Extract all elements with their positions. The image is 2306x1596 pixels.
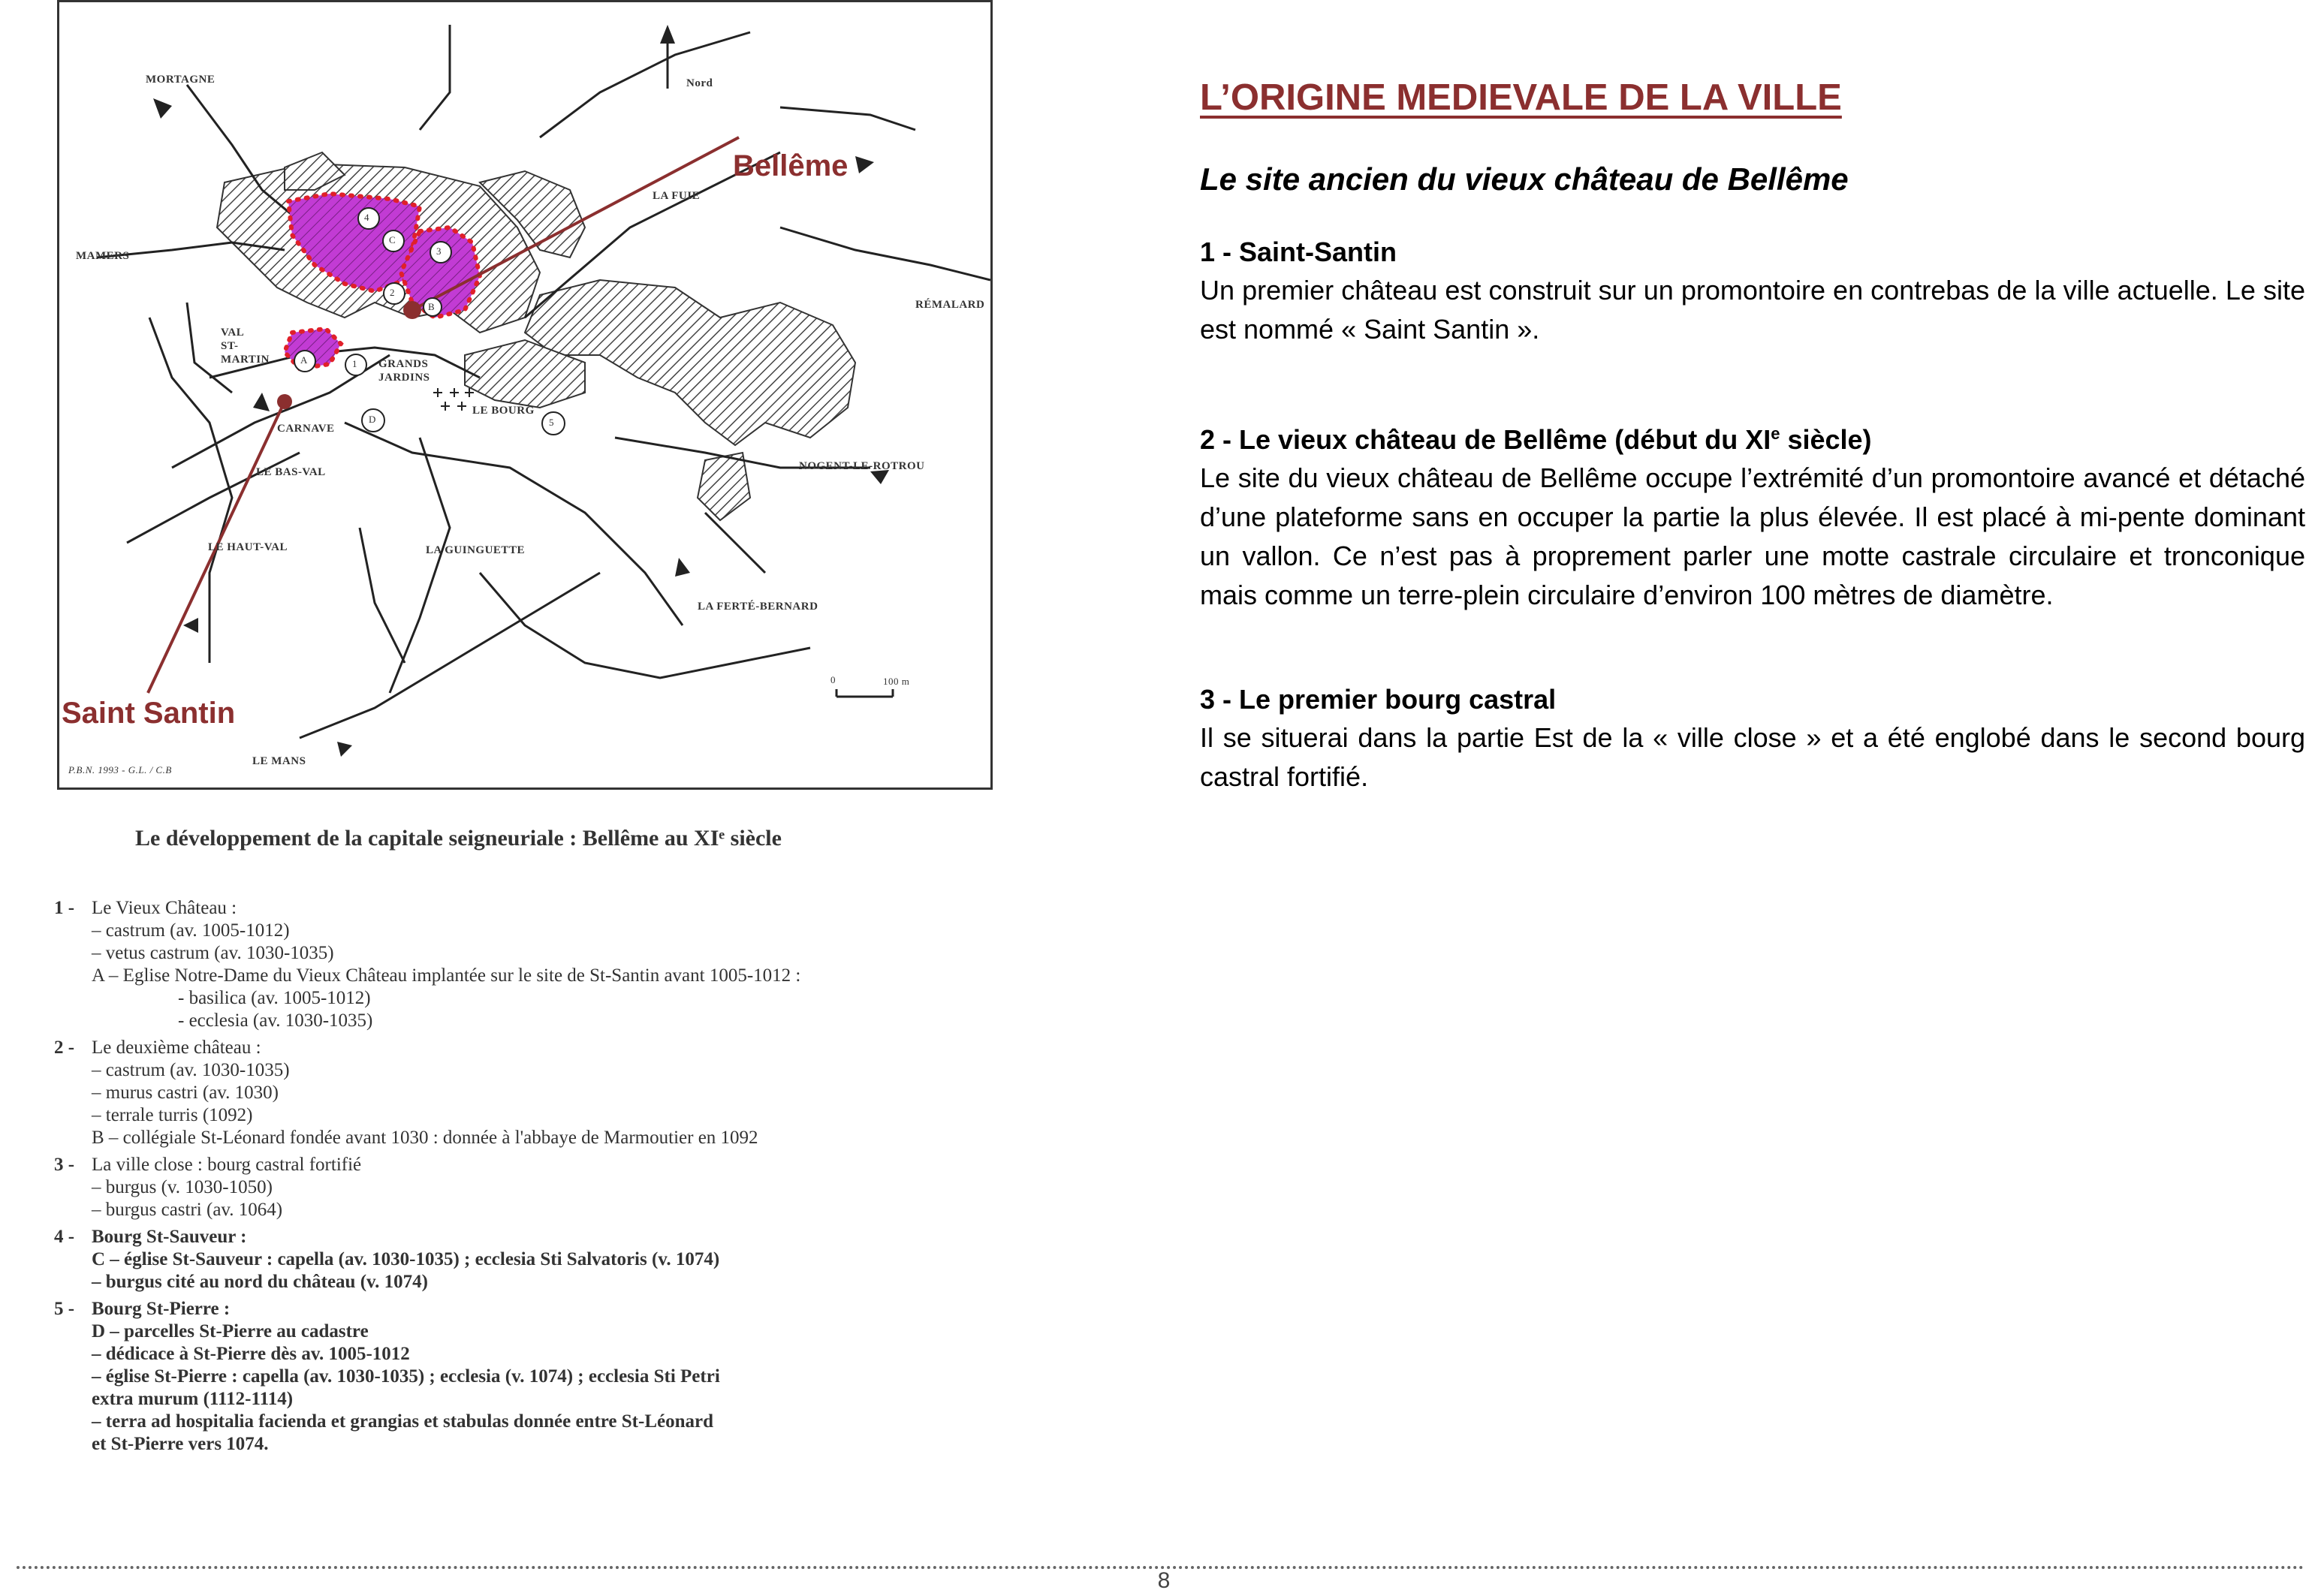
legend-line: et St-Pierre vers 1074.: [92, 1434, 269, 1454]
section-body: Un premier château est construit sur un promontoire en contrebas de la ville actuelle. Le site est nommé « Saint Santin ».: [1200, 275, 2305, 345]
legend-group: [54, 1298, 985, 1456]
map-label-grands: GRANDS: [378, 358, 429, 370]
legend-line: – terra ad hospitalia facienda et grangias et stabulas donnée entre St-Léonard: [92, 1411, 713, 1432]
section-heading: 3 - Le premier bourg castral: [1200, 684, 1557, 715]
map-scale-0: 0: [830, 674, 836, 685]
legend-line: - ecclesia (av. 1030-1035): [178, 1010, 373, 1031]
legend-group: [54, 1226, 985, 1293]
map-marker-3: 3: [436, 245, 442, 257]
map-marker-4: 4: [364, 212, 369, 223]
legend-line: – burgus castri (av. 1064): [92, 1200, 283, 1220]
map-marker-1: 1: [352, 358, 357, 369]
legend-line: – burgus (v. 1030-1050): [92, 1177, 273, 1197]
section-heading: 2 - Le vieux château de Bellême (début du XIe siècle): [1200, 424, 1872, 455]
legend-group-title: 3 - La ville close : bourg castral fortifié: [54, 1155, 362, 1175]
section-body: Le site du vieux château de Bellême occupe l’extrémité d’un promontoire avancé et détaché d’une plateforme sans en occuper la partie la plus élevée. Il est placé à mi-pente dominant un vallon. Ce n’est pas à proprement parler une motte castrale circulaire et tronconique mais comme un terre-plein circulaire d’environ 100 mètres de diamètre.: [1200, 462, 2305, 610]
section-vieux-chateau: [1200, 415, 2305, 615]
map-label-le-bas-val: LE BAS-VAL: [256, 466, 326, 478]
map-label-le-bourg: LE BOURG: [472, 405, 535, 417]
article-column: [1200, 75, 2305, 796]
legend-group-title: 2 - Le deuxième château :: [54, 1037, 261, 1058]
legend-line: D – parcelles St-Pierre au cadastre: [92, 1321, 369, 1342]
callout-belleme: Bellême: [733, 149, 849, 182]
map-label-le-mans: LE MANS: [252, 755, 306, 767]
map-label-mamers: MAMERS: [76, 250, 130, 262]
map-caption: Le développement de la capitale seigneuriale : Bellême au XIᵉ siècle: [135, 826, 782, 851]
section-premier-bourg: [1200, 681, 2305, 796]
scale-bar: [836, 689, 893, 697]
saint-santin-marker-dot: [277, 394, 292, 409]
map-marker-c: C: [389, 234, 396, 245]
map-marker-a: A: [300, 354, 308, 366]
legend-group-title: 5 - Bourg St-Pierre :: [54, 1299, 231, 1319]
legend-line: – castrum (av. 1030-1035): [92, 1060, 290, 1080]
map-label-jardins: JARDINS: [378, 372, 430, 384]
map-credit: P.B.N. 1993 - G.L. / C.B: [68, 764, 172, 775]
map-label-val: VAL: [221, 327, 245, 339]
legend-line: – église St-Pierre : capella (av. 1030-1035) ; ecclesia (v. 1074) ; ecclesia Sti Petri: [92, 1366, 720, 1387]
page-number: 8: [1157, 1568, 1171, 1593]
legend-line: – terrale turris (1092): [92, 1105, 253, 1125]
section-body: Il se situerai dans la partie Est de la « ville close » et a été englobé dans le second bourg castral fortifié.: [1200, 722, 2305, 792]
map-label-la-fuie: LA FUIE: [653, 190, 701, 202]
legend-line: – burgus cité au nord du château (v. 1074): [92, 1272, 428, 1292]
map-marker-2: 2: [390, 287, 395, 298]
map-marker-b: B: [428, 301, 436, 312]
legend-line: – murus castri (av. 1030): [92, 1083, 279, 1103]
belleme-marker-dot: [403, 301, 421, 319]
legend-line: C – église St-Sauveur : capella (av. 1030-1035) ; ecclesia Sti Salvatoris (v. 1074): [92, 1249, 720, 1269]
map-marker-5: 5: [549, 417, 554, 428]
legend-group-title: 1 - Le Vieux Château :: [54, 898, 237, 918]
legend-group: [54, 1037, 985, 1149]
cross-symbols: [433, 388, 474, 411]
map-label-mortagne: MORTAGNE: [146, 74, 216, 86]
map-label-nogent: NOGENT-LE-ROTROU: [799, 460, 925, 472]
map-figure: [57, 0, 993, 790]
legend-line: – castrum (av. 1005-1012): [92, 920, 290, 941]
legend-line: – dédicace à St-Pierre dès av. 1005-1012: [92, 1344, 410, 1364]
map-label-st: ST-: [221, 340, 239, 352]
map-drawing: [59, 2, 990, 787]
legend-line: extra murum (1112-1114): [92, 1389, 294, 1409]
section-heading: 1 - Saint-Santin: [1200, 236, 1397, 267]
legend-group: [54, 1154, 985, 1221]
legend-line: B – collégiale St-Léonard fondée avant 1030 : donnée à l'abbaye de Marmoutier en 1092: [92, 1128, 758, 1148]
map-label-carnave: CARNAVE: [277, 423, 335, 435]
legend-line: – vetus castrum (av. 1030-1035): [92, 943, 334, 963]
callout-saint-santin: Saint Santin: [62, 697, 236, 730]
map-label-la-guinguette: LA GUINGUETTE: [426, 544, 525, 556]
map-label-martin: MARTIN: [221, 354, 270, 366]
legend-line: - basilica (av. 1005-1012): [178, 988, 371, 1008]
page-subtitle: Le site ancien du vieux château de Bellême: [1200, 161, 1849, 197]
page-title: L’ORIGINE MEDIEVALE DE LA VILLE: [1200, 77, 1842, 118]
map-marker-d: D: [369, 414, 376, 425]
map-scale-100: 100 m: [883, 676, 910, 687]
legend-group: [54, 897, 985, 1032]
map-label-la-ferte: LA FERTÉ-BERNARD: [698, 601, 818, 613]
legend-group-title: 4 - Bourg St-Sauveur :: [54, 1227, 247, 1247]
map-label-le-haut-val: LE HAUT-VAL: [208, 541, 288, 553]
map-legend: [54, 897, 985, 1460]
map-label-remalard: RÉMALARD: [915, 299, 985, 311]
map-label-nord: Nord: [686, 77, 713, 89]
legend-line: A – Eglise Notre-Dame du Vieux Château implantée sur le site de St-Santin avant 1005-1012 :: [92, 965, 801, 986]
section-saint-santin: [1200, 233, 2305, 349]
